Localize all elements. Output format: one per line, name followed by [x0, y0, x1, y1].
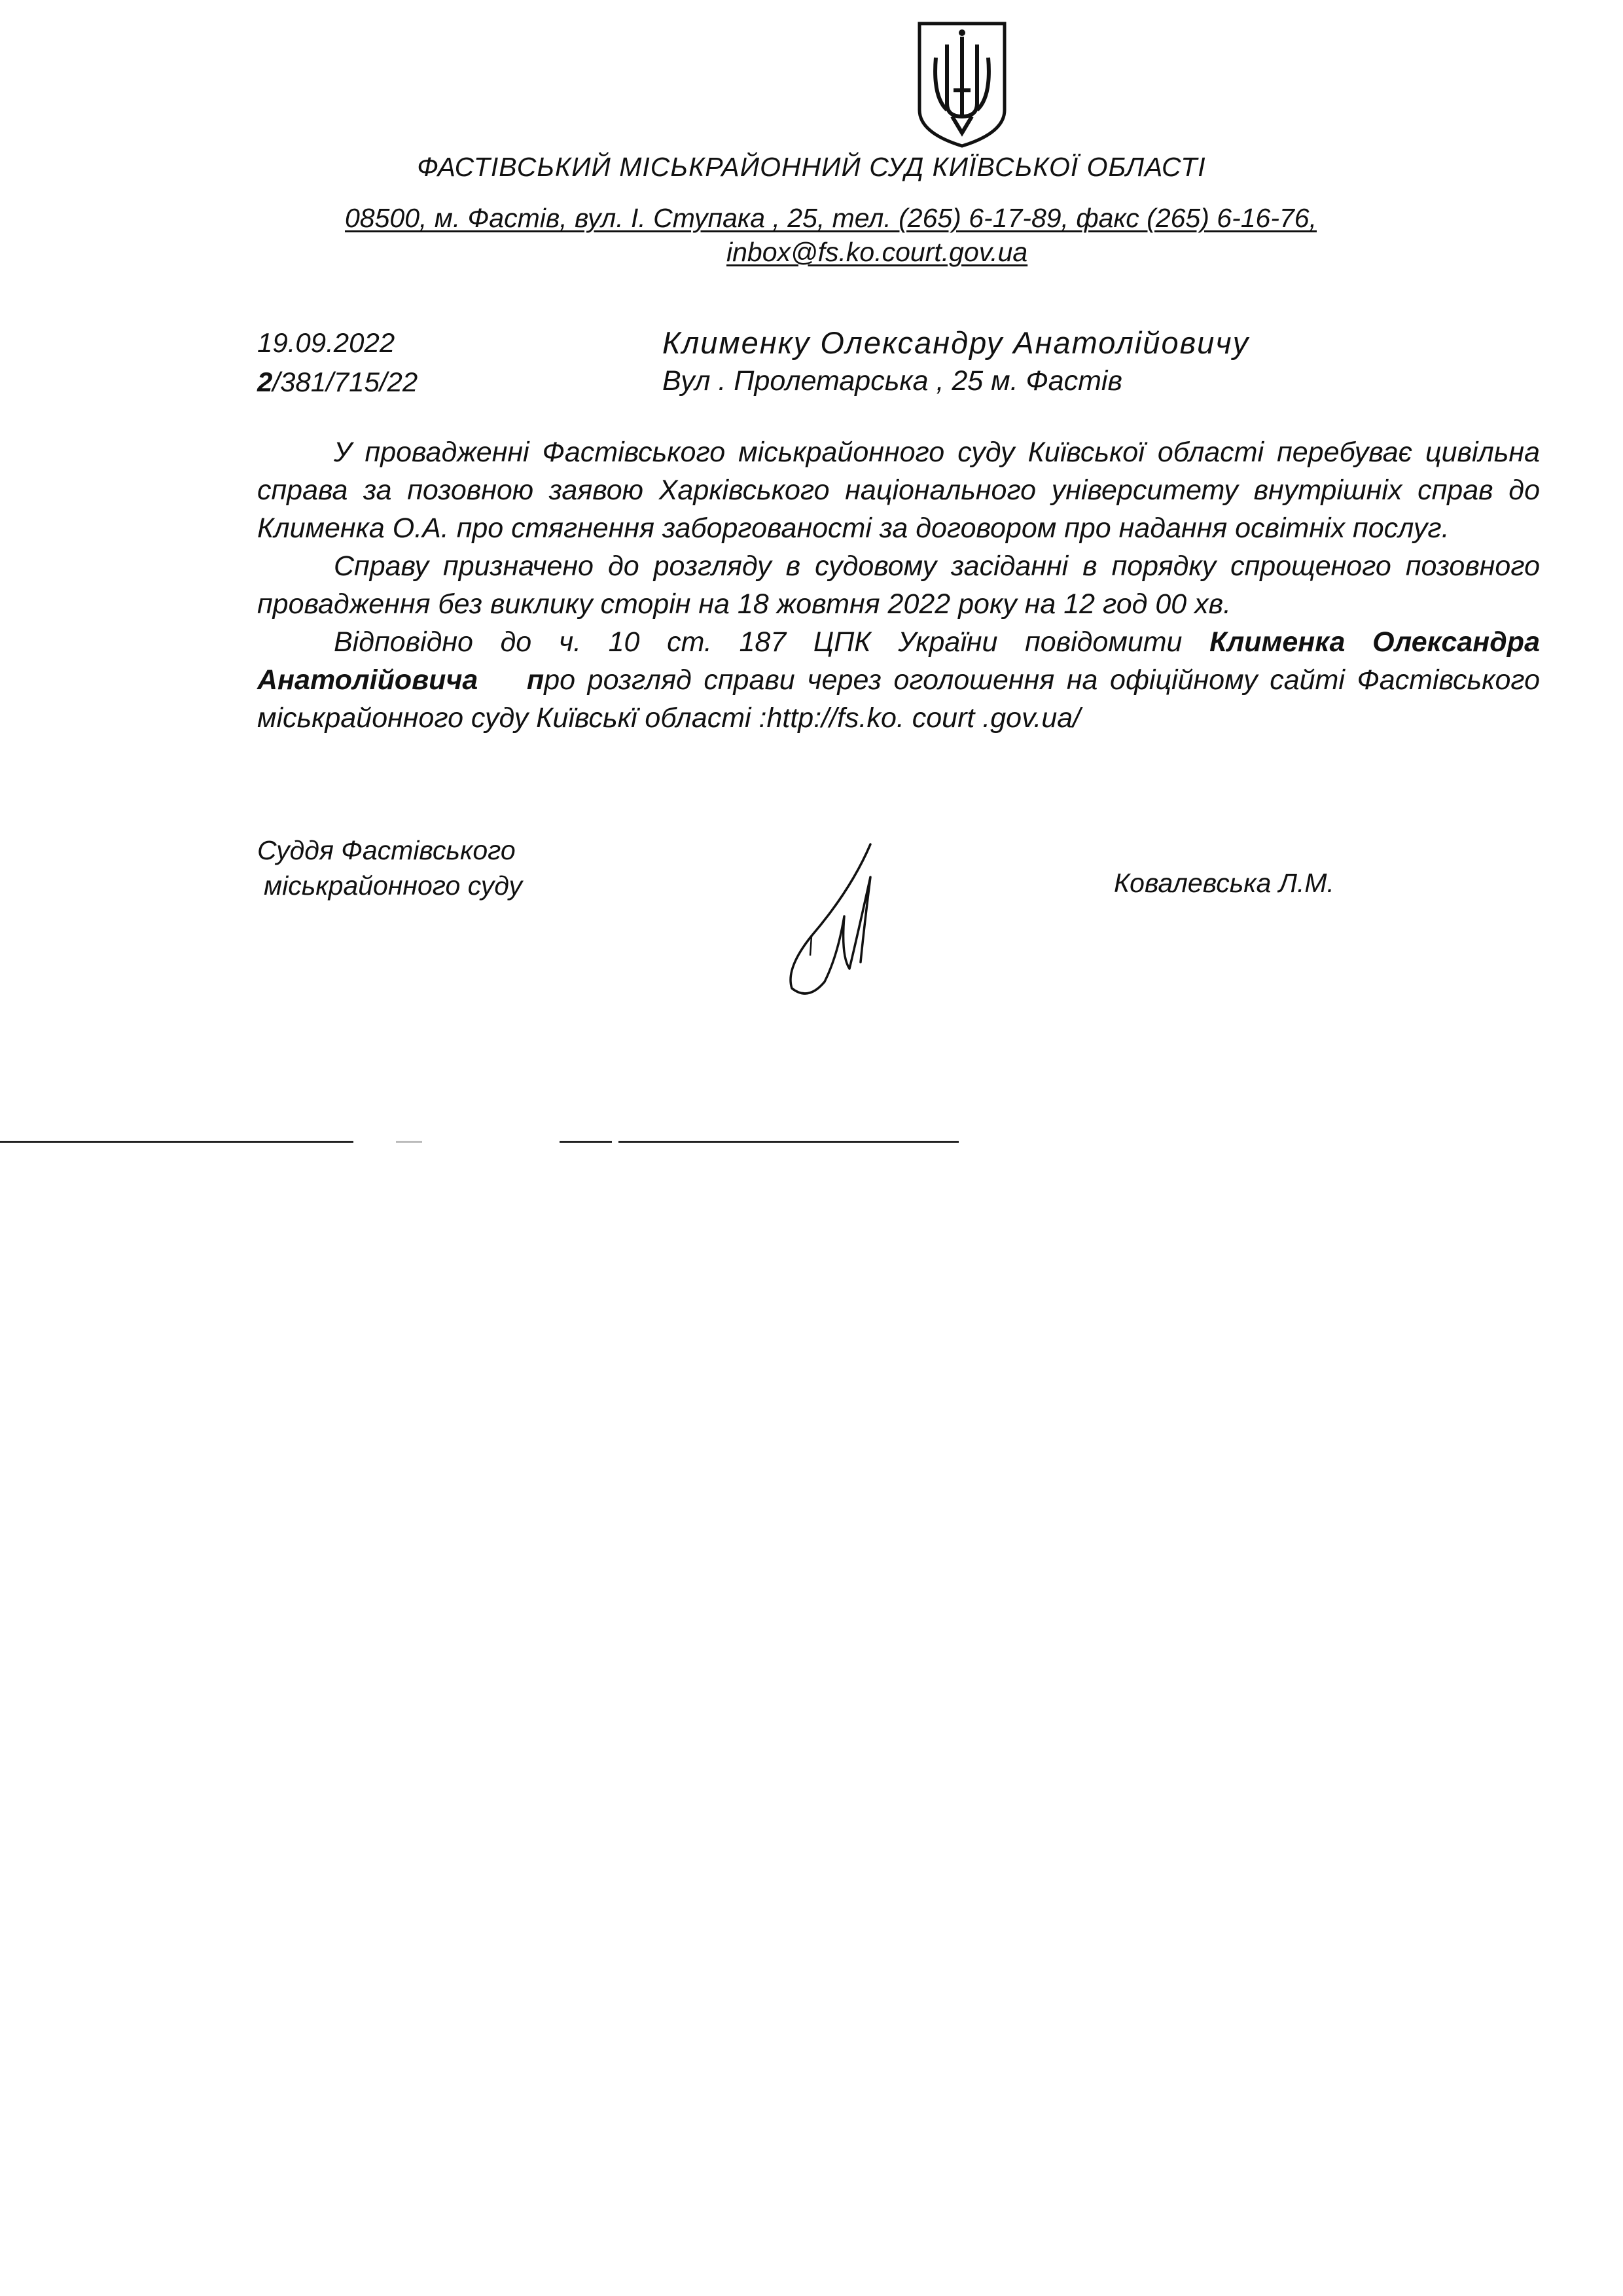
paragraph-proceedings: У провадженні Фастівського міськрайонного суду Київської області перебуває цивільна справа за позовною заявою Харківського національного університету внутрішніх справ до Клименка О.А. про стягнення заборгованості за договором про надання освітніх послуг.: [257, 437, 1540, 544]
footer-rule: [618, 1141, 959, 1143]
judge-name: Ковалевська Л.М.: [1114, 868, 1334, 898]
paragraph-hearing: Справу призначено до розгляду в судовому засіданні в порядку спрощеного позовного провадження без виклику сторін на 18 жовтня 2022 року на 12 год 00 хв.: [257, 550, 1540, 620]
recipient-address: Вул . Пролетарська , 25 м. Фастів: [662, 365, 1122, 397]
judge-title: Суддя Фастівського міськрайонного суду: [257, 835, 522, 901]
letter-body: [257, 433, 1540, 737]
court-name: ФАСТІВСЬКИЙ МІСЬКРАЙОННИЙ СУД КИЇВСЬКОЇ ОБЛАСТІ: [417, 152, 1206, 182]
footer-rule: [0, 1141, 353, 1143]
recipient-name: Клименку Олександру Анатолійовичу: [662, 325, 1250, 360]
court-email: inbox@fs.ko.court.gov.ua: [726, 237, 1028, 267]
paragraph-notification: Відповідно до ч. 10 ст. 187 ЦПК України повідомити Клименка Олександра Анатолійовича про розгляд справи через оголошення на офіційному сайті Фастівського міськрайонного суду Київськї області :http://fs.ko. court .gov.ua/: [257, 626, 1541, 734]
document-date: 19.09.2022: [257, 327, 395, 358]
footer-rule: [396, 1141, 422, 1143]
handwritten-signature: [772, 838, 890, 1001]
case-reference: 2/381/715/22: [257, 367, 418, 397]
footer-rule: [560, 1141, 612, 1143]
coat-of-arms-icon: [913, 18, 1011, 149]
court-address: 08500, м. Фастів, вул. І. Ступака , 25, тел. (265) 6-17-89, факс (265) 6-16-76,: [345, 203, 1317, 233]
